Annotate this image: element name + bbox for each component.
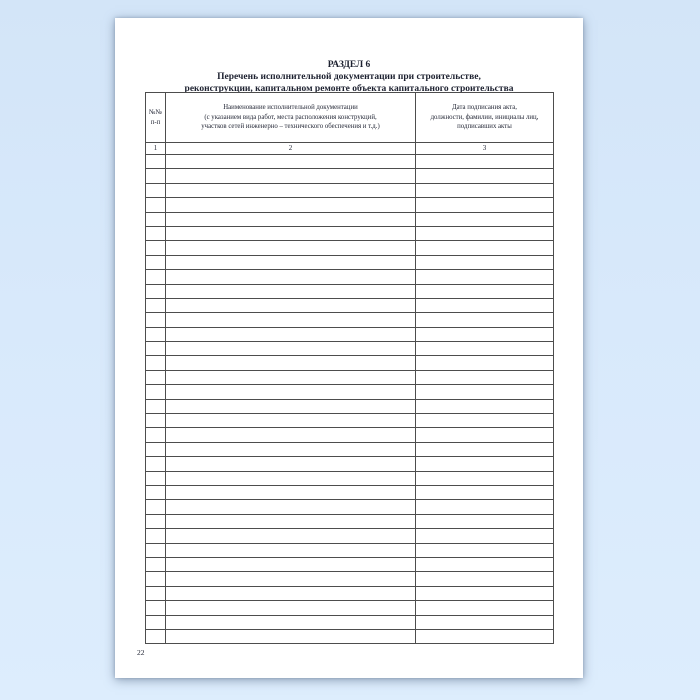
- column-header-signing-date: [416, 93, 554, 143]
- empty-cell-col3: [416, 543, 554, 557]
- empty-cell-col2: [166, 226, 416, 240]
- empty-cell-col3: [416, 557, 554, 571]
- empty-table-row: [146, 169, 554, 183]
- empty-table-row: [146, 255, 554, 269]
- empty-cell-col3: [416, 356, 554, 370]
- empty-cell-col3: [416, 370, 554, 384]
- column-header-documentation-line2: (с указанием вида работ, места расположения конструкций,: [204, 113, 377, 121]
- column-header-number-line1: №№: [149, 109, 162, 116]
- column-header-number: [146, 93, 166, 143]
- empty-cell-col1: [146, 313, 166, 327]
- empty-cell-col1: [146, 255, 166, 269]
- empty-cell-col3: [416, 169, 554, 183]
- empty-cell-col2: [166, 270, 416, 284]
- empty-cell-col3: [416, 529, 554, 543]
- column-index-1: 1: [146, 143, 166, 155]
- empty-table-row: [146, 485, 554, 499]
- document-subtitle-line1: Перечень исполнительной документации при строительстве,: [217, 72, 481, 82]
- empty-cell-col3: [416, 500, 554, 514]
- empty-cell-col3: [416, 212, 554, 226]
- empty-table-row: [146, 198, 554, 212]
- empty-cell-col3: [416, 327, 554, 341]
- section-title: РАЗДЕЛ 6: [327, 60, 371, 70]
- empty-cell-col1: [146, 442, 166, 456]
- empty-table-row: [146, 615, 554, 629]
- empty-cell-col3: [416, 414, 554, 428]
- empty-table-row: [146, 356, 554, 370]
- empty-cell-col1: [146, 226, 166, 240]
- column-header-signing-date-line3: подписавших акты: [457, 123, 512, 131]
- empty-cell-col2: [166, 572, 416, 586]
- empty-table-row: [146, 183, 554, 197]
- empty-cell-col2: [166, 543, 416, 557]
- empty-cell-col1: [146, 298, 166, 312]
- empty-cell-col3: [416, 270, 554, 284]
- empty-cell-col3: [416, 572, 554, 586]
- empty-cell-col2: [166, 514, 416, 528]
- empty-cell-col1: [146, 457, 166, 471]
- empty-cell-col1: [146, 169, 166, 183]
- empty-cell-col3: [416, 255, 554, 269]
- empty-cell-col1: [146, 212, 166, 226]
- empty-cell-col2: [166, 629, 416, 643]
- empty-table-row: [146, 557, 554, 571]
- empty-cell-col2: [166, 313, 416, 327]
- empty-cell-col1: [146, 399, 166, 413]
- empty-cell-col2: [166, 557, 416, 571]
- empty-cell-col1: [146, 198, 166, 212]
- executive-documentation-table: [145, 92, 554, 644]
- empty-cell-col3: [416, 399, 554, 413]
- empty-cell-col3: [416, 183, 554, 197]
- column-header-signing-date-line1: Дата подписания акта,: [451, 104, 518, 112]
- empty-cell-col1: [146, 629, 166, 643]
- empty-table-row: [146, 500, 554, 514]
- empty-cell-col1: [146, 514, 166, 528]
- empty-cell-col3: [416, 313, 554, 327]
- empty-table-row: [146, 543, 554, 557]
- empty-cell-col1: [146, 183, 166, 197]
- empty-cell-col2: [166, 183, 416, 197]
- empty-table-row: [146, 514, 554, 528]
- empty-cell-col2: [166, 615, 416, 629]
- column-index-3: 3: [416, 143, 554, 155]
- empty-table-row: [146, 270, 554, 284]
- empty-table-row: [146, 414, 554, 428]
- empty-cell-col2: [166, 428, 416, 442]
- empty-cell-col3: [416, 442, 554, 456]
- empty-cell-col2: [166, 342, 416, 356]
- empty-cell-col1: [146, 385, 166, 399]
- empty-cell-col2: [166, 457, 416, 471]
- empty-table-row: [146, 327, 554, 341]
- empty-cell-col1: [146, 543, 166, 557]
- empty-cell-col2: [166, 442, 416, 456]
- column-index-row: [146, 143, 554, 155]
- empty-cell-col2: [166, 169, 416, 183]
- empty-cell-col2: [166, 370, 416, 384]
- empty-cell-col1: [146, 485, 166, 499]
- empty-table-row: [146, 629, 554, 643]
- empty-cell-col1: [146, 586, 166, 600]
- empty-cell-col2: [166, 255, 416, 269]
- empty-cell-col2: [166, 485, 416, 499]
- empty-table-row: [146, 385, 554, 399]
- empty-cell-col1: [146, 601, 166, 615]
- empty-table-row: [146, 155, 554, 169]
- empty-cell-col3: [416, 629, 554, 643]
- empty-table-row: [146, 442, 554, 456]
- empty-cell-col3: [416, 298, 554, 312]
- empty-cell-col1: [146, 414, 166, 428]
- empty-cell-col1: [146, 428, 166, 442]
- empty-table-row: [146, 226, 554, 240]
- empty-table-row: [146, 212, 554, 226]
- column-header-number-line2: п-п: [150, 118, 161, 126]
- empty-cell-col1: [146, 471, 166, 485]
- empty-cell-col1: [146, 155, 166, 169]
- empty-cell-col1: [146, 356, 166, 370]
- empty-table-row: [146, 586, 554, 600]
- empty-cell-col2: [166, 155, 416, 169]
- empty-cell-col3: [416, 241, 554, 255]
- empty-table-row: [146, 457, 554, 471]
- empty-table-row: [146, 370, 554, 384]
- empty-cell-col1: [146, 615, 166, 629]
- empty-cell-col2: [166, 284, 416, 298]
- empty-cell-col3: [416, 586, 554, 600]
- empty-cell-col2: [166, 471, 416, 485]
- empty-table-row: [146, 428, 554, 442]
- document-page: [115, 18, 583, 678]
- document-subtitle-line2: реконструкции, капитальном ремонте объекта капитального строительства: [184, 84, 514, 94]
- empty-table-row: [146, 399, 554, 413]
- empty-table-row: [146, 313, 554, 327]
- empty-cell-col1: [146, 370, 166, 384]
- page-number: 22: [137, 648, 145, 657]
- empty-cell-col2: [166, 241, 416, 255]
- empty-cell-col3: [416, 601, 554, 615]
- empty-cell-col3: [416, 198, 554, 212]
- empty-cell-col1: [146, 342, 166, 356]
- column-header-documentation-line1: Наименование исполнительной документации: [223, 104, 358, 112]
- column-header-documentation-name: [166, 93, 416, 143]
- empty-cell-col3: [416, 342, 554, 356]
- empty-cell-col3: [416, 457, 554, 471]
- column-index-2: 2: [166, 143, 416, 155]
- empty-table-row: [146, 601, 554, 615]
- document-title-block: [115, 59, 583, 95]
- empty-cell-col2: [166, 356, 416, 370]
- empty-cell-col1: [146, 572, 166, 586]
- empty-cell-col3: [416, 615, 554, 629]
- empty-table-row: [146, 572, 554, 586]
- empty-cell-col2: [166, 212, 416, 226]
- empty-cell-col3: [416, 471, 554, 485]
- column-header-signing-date-line2: должности, фамилии, инициалы лиц,: [430, 113, 539, 121]
- empty-cell-col3: [416, 485, 554, 499]
- empty-cell-col3: [416, 226, 554, 240]
- empty-cell-col3: [416, 155, 554, 169]
- empty-cell-col1: [146, 241, 166, 255]
- column-header-documentation-line3: участков сетей инженерно – технического обеспечения и т.д.): [201, 123, 380, 131]
- empty-table-row: [146, 342, 554, 356]
- empty-cell-col1: [146, 327, 166, 341]
- empty-cell-col3: [416, 284, 554, 298]
- empty-cell-col2: [166, 500, 416, 514]
- empty-table-row: [146, 241, 554, 255]
- empty-cell-col1: [146, 557, 166, 571]
- table-header-row: [146, 93, 554, 143]
- empty-cell-col2: [166, 586, 416, 600]
- empty-cell-col1: [146, 270, 166, 284]
- empty-cell-col2: [166, 529, 416, 543]
- empty-table-row: [146, 298, 554, 312]
- empty-cell-col2: [166, 327, 416, 341]
- empty-cell-col3: [416, 514, 554, 528]
- empty-cell-col1: [146, 529, 166, 543]
- empty-cell-col1: [146, 500, 166, 514]
- empty-cell-col2: [166, 399, 416, 413]
- empty-cell-col2: [166, 414, 416, 428]
- empty-cell-col1: [146, 284, 166, 298]
- empty-cell-col2: [166, 198, 416, 212]
- empty-table-row: [146, 284, 554, 298]
- empty-cell-col2: [166, 601, 416, 615]
- empty-cell-col2: [166, 385, 416, 399]
- empty-cell-col3: [416, 385, 554, 399]
- empty-cell-col2: [166, 298, 416, 312]
- empty-table-row: [146, 471, 554, 485]
- empty-table-row: [146, 529, 554, 543]
- empty-cell-col3: [416, 428, 554, 442]
